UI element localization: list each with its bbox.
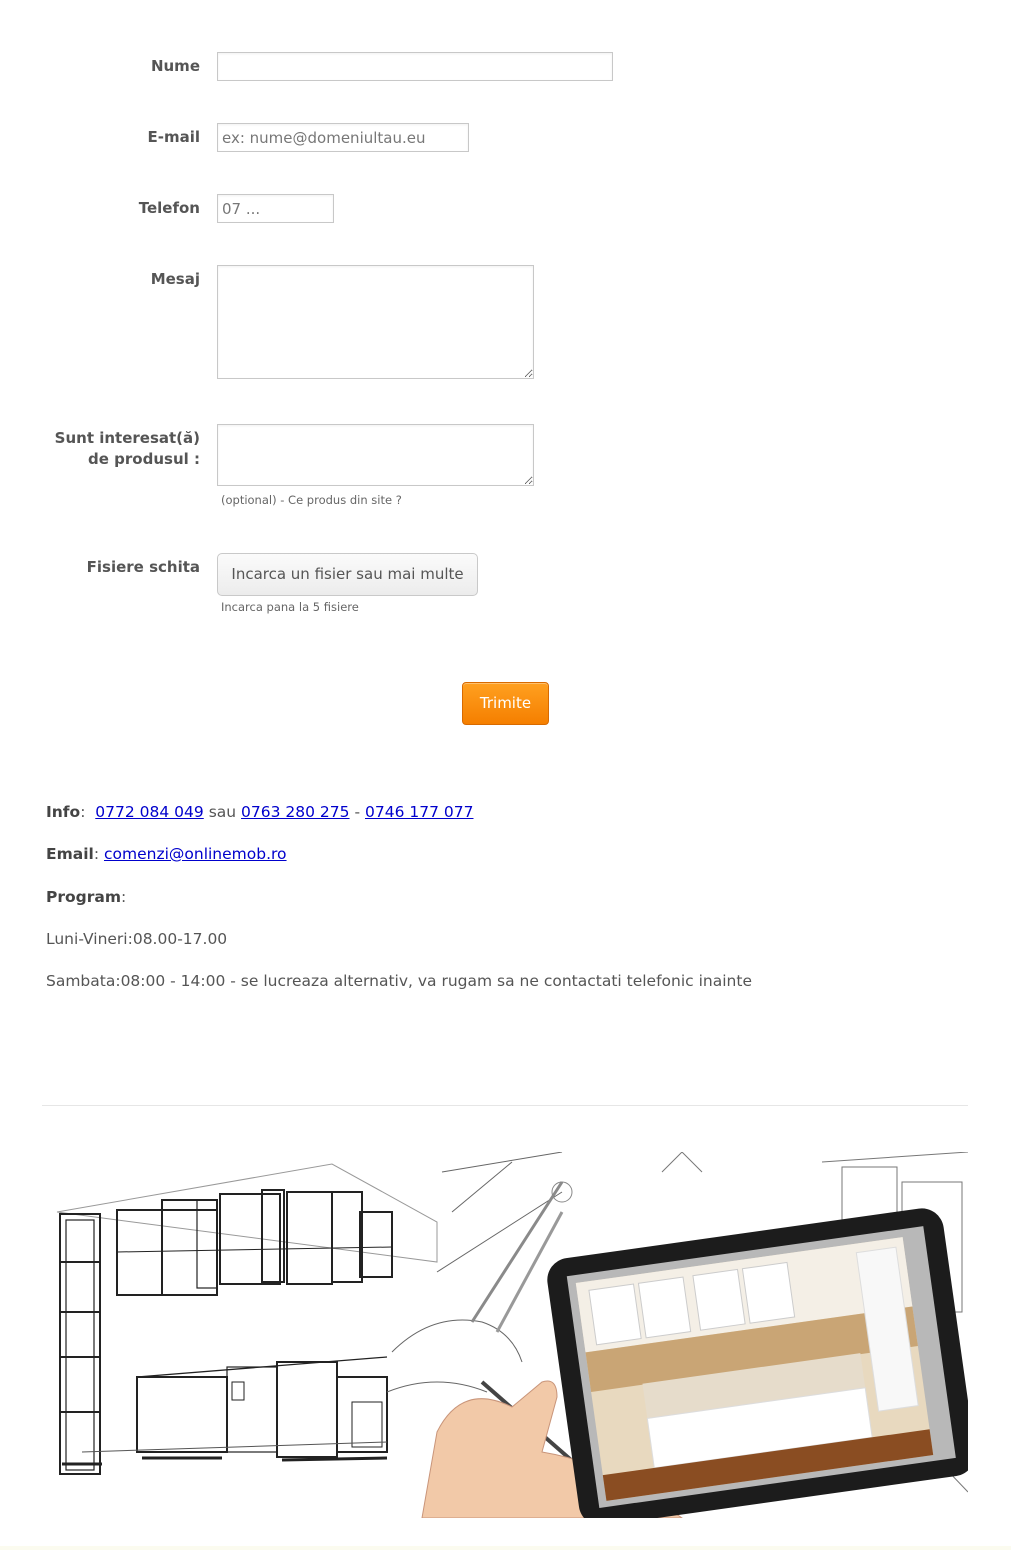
phone-link-3[interactable]: 0746 177 077 xyxy=(365,803,474,821)
name-label: Nume xyxy=(150,57,200,75)
weekday-hours: Luni-Vineri:08.00-17.00 xyxy=(46,930,228,948)
email-info-label: Email xyxy=(46,845,94,863)
saturday-hours: Sambata:08:00 - 14:00 - se lucreaza alternativ, va rugam sa ne contactati telefonic inainte xyxy=(46,972,752,990)
phone-link-1[interactable]: 0772 084 049 xyxy=(95,803,204,821)
email-link[interactable]: comenzi@onlinemob.ro xyxy=(103,845,287,863)
phone-label: Telefon xyxy=(138,199,200,217)
message-textarea[interactable] xyxy=(217,265,534,379)
program-label: Program xyxy=(46,888,122,906)
phone-separator-2: - xyxy=(354,803,361,821)
upload-files-button[interactable]: Incarca un fisier sau mai multe xyxy=(217,553,478,596)
product-label-line1: Sunt interesat(ă) xyxy=(54,429,200,447)
email-input[interactable] xyxy=(217,123,469,152)
upload-hint: Incarca pana la 5 fisiere xyxy=(221,600,359,614)
contact-email-line: Email: comenzi@onlinemob.ro xyxy=(46,845,287,863)
kitchen-design-illustration xyxy=(42,1152,968,1518)
product-label-line2: de produsul : xyxy=(88,450,200,468)
contact-info-line: Info: 0772 084 049 sau 0763 280 275 - 0746 177 077 xyxy=(46,803,474,821)
email-label: E-mail xyxy=(147,128,200,146)
name-input[interactable] xyxy=(217,52,613,81)
phone-link-2[interactable]: 0763 280 275 xyxy=(241,803,350,821)
product-hint: (optional) - Ce produs din site ? xyxy=(221,493,402,507)
info-label: Info xyxy=(46,803,81,821)
product-textarea[interactable] xyxy=(217,424,534,486)
wireframe-cabinets xyxy=(57,1164,437,1474)
kitchen-sketch-graphic xyxy=(42,1152,968,1518)
tablet-device xyxy=(544,1206,968,1518)
program-line: Program: xyxy=(46,888,127,906)
files-label: Fisiere schita xyxy=(86,558,200,576)
phone-input[interactable] xyxy=(217,194,334,223)
section-divider xyxy=(42,1105,968,1106)
footer-strip xyxy=(0,1546,1011,1550)
phone-separator-1: sau xyxy=(208,803,237,821)
submit-button[interactable]: Trimite xyxy=(462,682,549,725)
message-label: Mesaj xyxy=(150,270,200,288)
